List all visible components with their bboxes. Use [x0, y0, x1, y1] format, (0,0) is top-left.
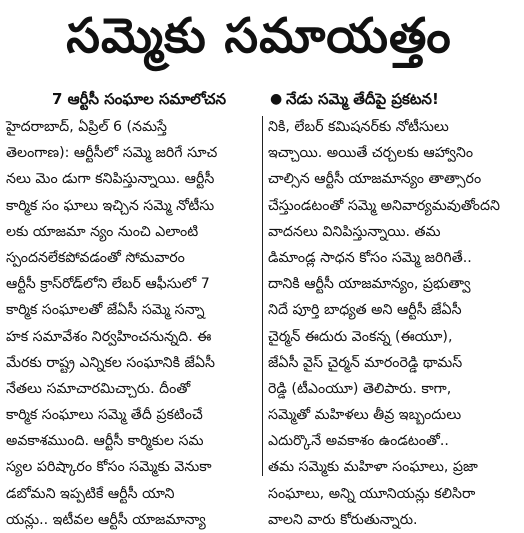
article-line: వాలని వారు కోరుతున్నారు. [268, 511, 418, 528]
article-line: రెడ్డి (టీఎంయూ) తెలిపారు. కాగా, [268, 380, 452, 397]
article-line: ఎదుర్కొనే అవకాశం ఉండటంతో.. [268, 433, 449, 450]
article-line: ఇచ్చాయి. అయితే చర్చలకు ఆహ్వానిం [268, 145, 474, 162]
subheadline-right: నేడు సమ్మె తేదీపై ప్రకటన! [286, 90, 439, 108]
article-line: తమ సమ్మెకు మహిళా సంఘాలు, ప్రజా [268, 459, 478, 476]
article-line: దానికి ఆర్టీసీ యాజమాన్యం, ప్రభుత్వా [268, 276, 471, 293]
bullet-icon: ● [270, 91, 283, 107]
article-line: వాదనలు వినిపిస్తున్నాయి. తమ [268, 223, 441, 240]
article-line: చాల్సిన ఆర్టీసీ యాజమాన్యం తాత్సారం [268, 171, 482, 188]
article-line: హైదరాబాద్, ఏప్రిల్ 6 (నమస్తే [6, 119, 167, 135]
article-line: తెలంగాణ): ఆర్టీసీలో సమ్మె జరిగే సూచ [6, 145, 218, 162]
headline: సమ్మెకు సమాయత్తం [66, 8, 452, 64]
article-line: నిదే పూర్తి బాధ్యత అని ఆర్టీసీ జేఏసీ [268, 302, 462, 319]
article-line: నేతలు సమాచారమిచ్చారు. దీంతో [6, 380, 191, 397]
article-line: హక సమావేశం నిర్వహించనున్నది. ఈ [6, 328, 212, 345]
article-line: సమ్మెతో మహిళలు తీవ్ర ఇబ్బందులు [268, 407, 462, 424]
article-line: యన్లు.. ఇటీవల ఆర్టీసీ యాజమాన్యా [6, 511, 206, 528]
article-line: లకు యాజమా న్యం నుంచి ఎలాంటి [6, 223, 199, 240]
article-line: చేస్తుండటంతో సమ్మె అనివార్యమవుతోందని [268, 197, 500, 214]
article-line: స్యల పరిష్కారం కోసం సమ్మెకు వెనుకా [6, 459, 212, 476]
article-column-right [268, 114, 524, 528]
article-line: డబోమని ఇప్పటికే ఆర్టీసీ యాని [6, 485, 175, 502]
article-line: నలు మెం డుగా కనిపిస్తున్నాయి. ఆర్టీసీ [6, 171, 215, 188]
article-line: నికి, లేబర్ కమిషనర్‌కు నోటీసులు [268, 119, 449, 135]
article-line: మేరకు రాష్ట్ర ఎన్నికల సంఘానికి జేఏసీ [6, 354, 215, 371]
article-line: సంఘాలు, అన్ని యూనియన్లు కలిసిరా [268, 485, 476, 502]
article-column-left [6, 114, 262, 528]
article-line: కార్మిక సంఘాలు సమ్మె తేదీ ప్రకటించే [6, 407, 203, 424]
article-line: జేఏసీ వైస్ చైర్మన్ మారంరెడ్డి థామస్ [268, 354, 463, 371]
article-line: అవకాశముంది. ఆర్టీసీ కార్మికుల సమ [6, 433, 204, 450]
article-line: స్పందనలేకపోవడంతో సోమవారం [6, 249, 185, 266]
column-divider [262, 116, 263, 476]
article-line: డిమాండ్ల సాధన కోసం సమ్మె జరిగితే.. [268, 249, 472, 266]
subheadline-left: 7 ఆర్టీసీ సంఘాల సమాలోచన [52, 90, 227, 108]
subheadline-bar [0, 88, 518, 110]
article-line: చైర్మన్ ఈదురు వెంకన్న (ఈయూ), [268, 328, 453, 345]
article-line: ఆర్టీసీ క్రాస్‌రోడ్‌లోని లేబర్ ఆఫీసులో 7 [6, 276, 210, 293]
article-line: కార్మిక సంఘాలతో జేఏసీ సమ్మె సన్నా [6, 302, 205, 319]
article-line: కార్మిక సం ఘాలు ఇచ్చిన సమ్మె నోటీసు [6, 197, 215, 214]
